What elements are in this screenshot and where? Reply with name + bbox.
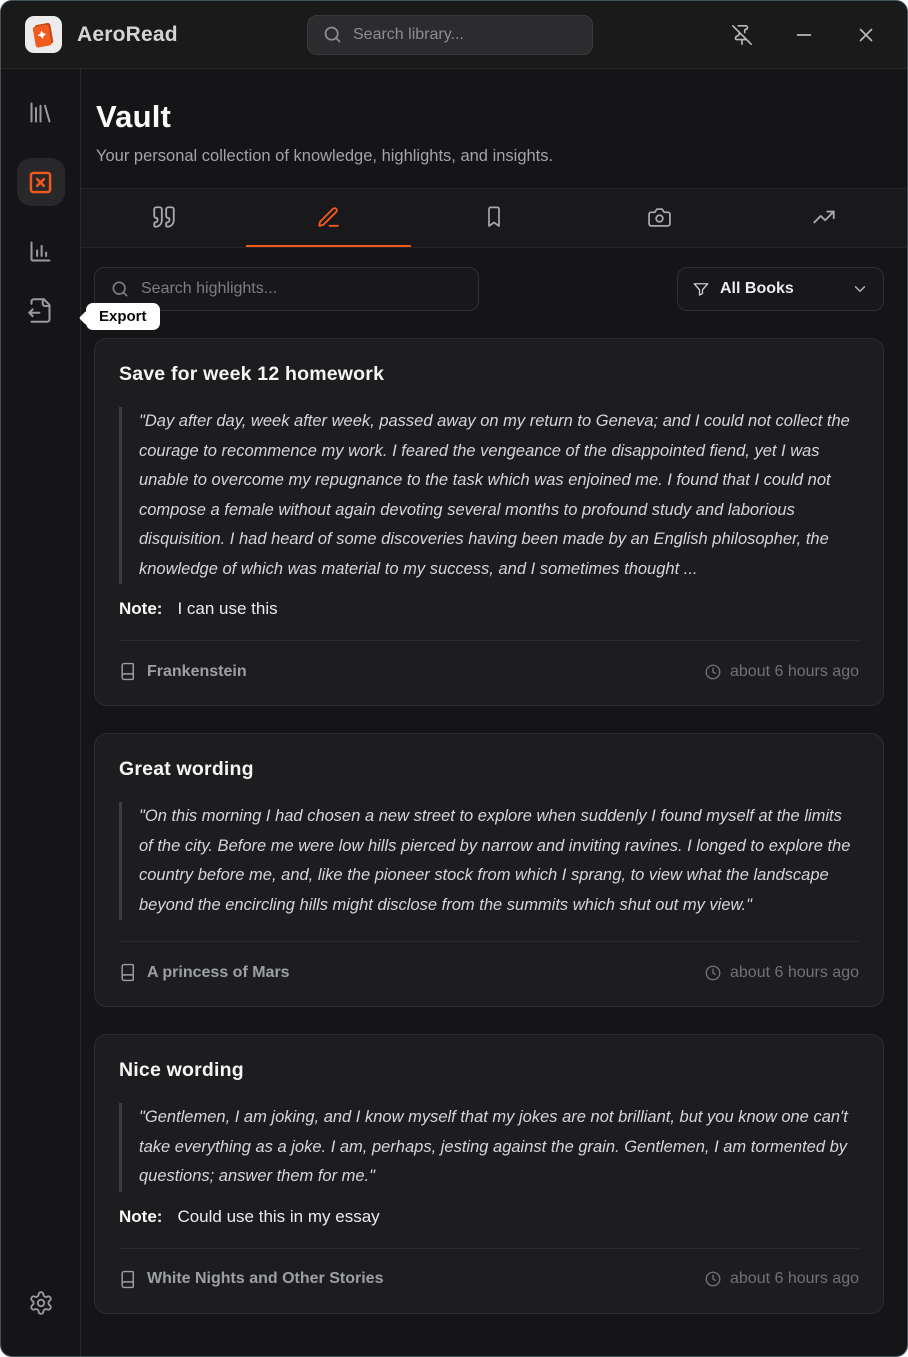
highlights-list xyxy=(94,338,884,1314)
timestamp xyxy=(704,964,859,982)
highlights-search-input[interactable] xyxy=(141,280,463,298)
sidebar-item-export[interactable] xyxy=(27,297,54,324)
tabs-bar xyxy=(81,188,907,248)
note-row xyxy=(119,599,859,619)
timestamp-text: about 6 hours ago xyxy=(730,662,859,680)
vault-icon xyxy=(27,169,54,196)
library-search[interactable] xyxy=(307,15,593,55)
page-subtitle: Your personal collection of knowledge, highlights, and insights. xyxy=(96,147,554,165)
tab-quotes[interactable] xyxy=(81,189,246,247)
book-filter-dropdown[interactable] xyxy=(677,267,884,311)
brand xyxy=(25,16,291,53)
sidebar-item-settings[interactable] xyxy=(28,1290,54,1316)
search-icon xyxy=(110,279,130,299)
highlight-title: Save for week 12 homework xyxy=(119,363,385,385)
book-reference xyxy=(119,662,247,681)
highlight-title: Nice wording xyxy=(119,1059,244,1081)
page-header xyxy=(81,69,907,188)
card-footer xyxy=(119,662,859,681)
highlight-quote: "Gentlemen, I am joking, and I know myself that my jokes are not brilliant, but you know one can't take everything as a joke. I am, perhaps, jesting against the grain. Gentlemen, I am tormented by questions; answer them for me." xyxy=(119,1103,859,1192)
highlight-card[interactable] xyxy=(94,733,884,1007)
bar-chart-icon xyxy=(27,238,54,265)
gear-icon xyxy=(28,1290,54,1316)
note-text: Could use this in my essay xyxy=(177,1206,380,1226)
card-divider xyxy=(119,941,859,942)
tab-snapshots[interactable] xyxy=(577,189,742,247)
highlight-title: Great wording xyxy=(119,758,254,780)
app-shell xyxy=(1,69,907,1356)
book-logo-icon xyxy=(25,16,62,53)
timestamp-text: about 6 hours ago xyxy=(730,963,859,981)
filter-icon xyxy=(692,280,710,298)
highlight-card[interactable] xyxy=(94,338,884,706)
minimize-icon xyxy=(793,24,815,46)
card-footer xyxy=(119,963,859,982)
pin-off-icon xyxy=(731,24,753,46)
close-button[interactable] xyxy=(855,24,877,46)
note-row xyxy=(119,1207,859,1227)
camera-icon xyxy=(647,205,672,230)
topbar xyxy=(1,1,907,69)
main-area xyxy=(81,69,907,1356)
page-title: Vault xyxy=(96,99,172,134)
app-logo xyxy=(25,16,62,53)
book-reference xyxy=(119,963,290,982)
tab-highlights[interactable] xyxy=(246,189,411,247)
note-text: I can use this xyxy=(177,599,278,618)
card-divider xyxy=(119,640,859,641)
clock-icon xyxy=(704,663,722,681)
trending-up-icon xyxy=(811,204,837,230)
highlighter-icon xyxy=(316,205,341,230)
highlight-quote: "On this morning I had chosen a new street to explore when suddenly I found myself at the limits of the city. Before me were low hills pierced by narrow and inviting ravines. I longed to explore the country before me, and, like the pioneer stock from which I sprang, to view what the landscape beyond the encircling hills might disclose from the summits which shut out my view." xyxy=(119,802,859,920)
bookmark-icon xyxy=(482,205,506,229)
sidebar-item-stats[interactable] xyxy=(27,238,54,265)
highlight-card[interactable] xyxy=(94,1034,884,1314)
clock-icon xyxy=(704,964,722,982)
note-label: Note: xyxy=(119,1206,163,1226)
clock-icon xyxy=(704,1270,722,1288)
sidebar-item-library[interactable] xyxy=(27,99,54,126)
book-title: A princess of Mars xyxy=(147,963,290,981)
quote-icon xyxy=(151,204,177,230)
search-icon xyxy=(322,24,343,45)
book-icon xyxy=(119,662,138,681)
highlights-content xyxy=(81,248,907,1356)
chevron-down-icon xyxy=(851,280,869,298)
book-icon xyxy=(119,1270,138,1289)
sidebar-item-vault[interactable] xyxy=(17,158,65,206)
card-footer xyxy=(119,1270,859,1289)
library-icon xyxy=(27,99,54,126)
timestamp-text: about 6 hours ago xyxy=(730,1270,859,1287)
export-tooltip: Export xyxy=(86,303,160,330)
tab-bookmarks[interactable] xyxy=(411,189,576,247)
filter-row xyxy=(94,267,884,311)
book-title: Frankenstein xyxy=(147,662,247,680)
note-label: Note: xyxy=(119,599,163,618)
tab-trends[interactable] xyxy=(742,189,907,247)
file-export-icon xyxy=(27,297,54,324)
timestamp xyxy=(704,1270,859,1288)
close-icon xyxy=(855,24,877,46)
book-icon xyxy=(119,963,138,982)
timestamp xyxy=(704,663,859,681)
window-controls xyxy=(731,24,877,46)
library-search-input[interactable] xyxy=(353,26,578,44)
minimize-button[interactable] xyxy=(793,24,815,46)
book-filter-value: All Books xyxy=(720,280,794,297)
unpin-button[interactable] xyxy=(731,24,753,46)
book-title: White Nights and Other Stories xyxy=(147,1270,384,1287)
sidebar xyxy=(1,69,81,1356)
highlight-quote: "Day after day, week after week, passed away on my return to Geneva; and I could not collect the courage to recommence my work. I feared the vengeance of the disappointed fiend, yet I was unable to overcome my repugnance to the task which was enjoined me. I found that I could not compose a female without again devoting several months to profound study and laborious disquisition. I had heard of some discoveries having been made by an English philosopher, the knowledge of which was material to my success, and I sometimes thought ... xyxy=(119,407,859,584)
card-divider xyxy=(119,1248,859,1249)
book-reference xyxy=(119,1270,383,1289)
app-name: AeroRead xyxy=(77,22,178,46)
